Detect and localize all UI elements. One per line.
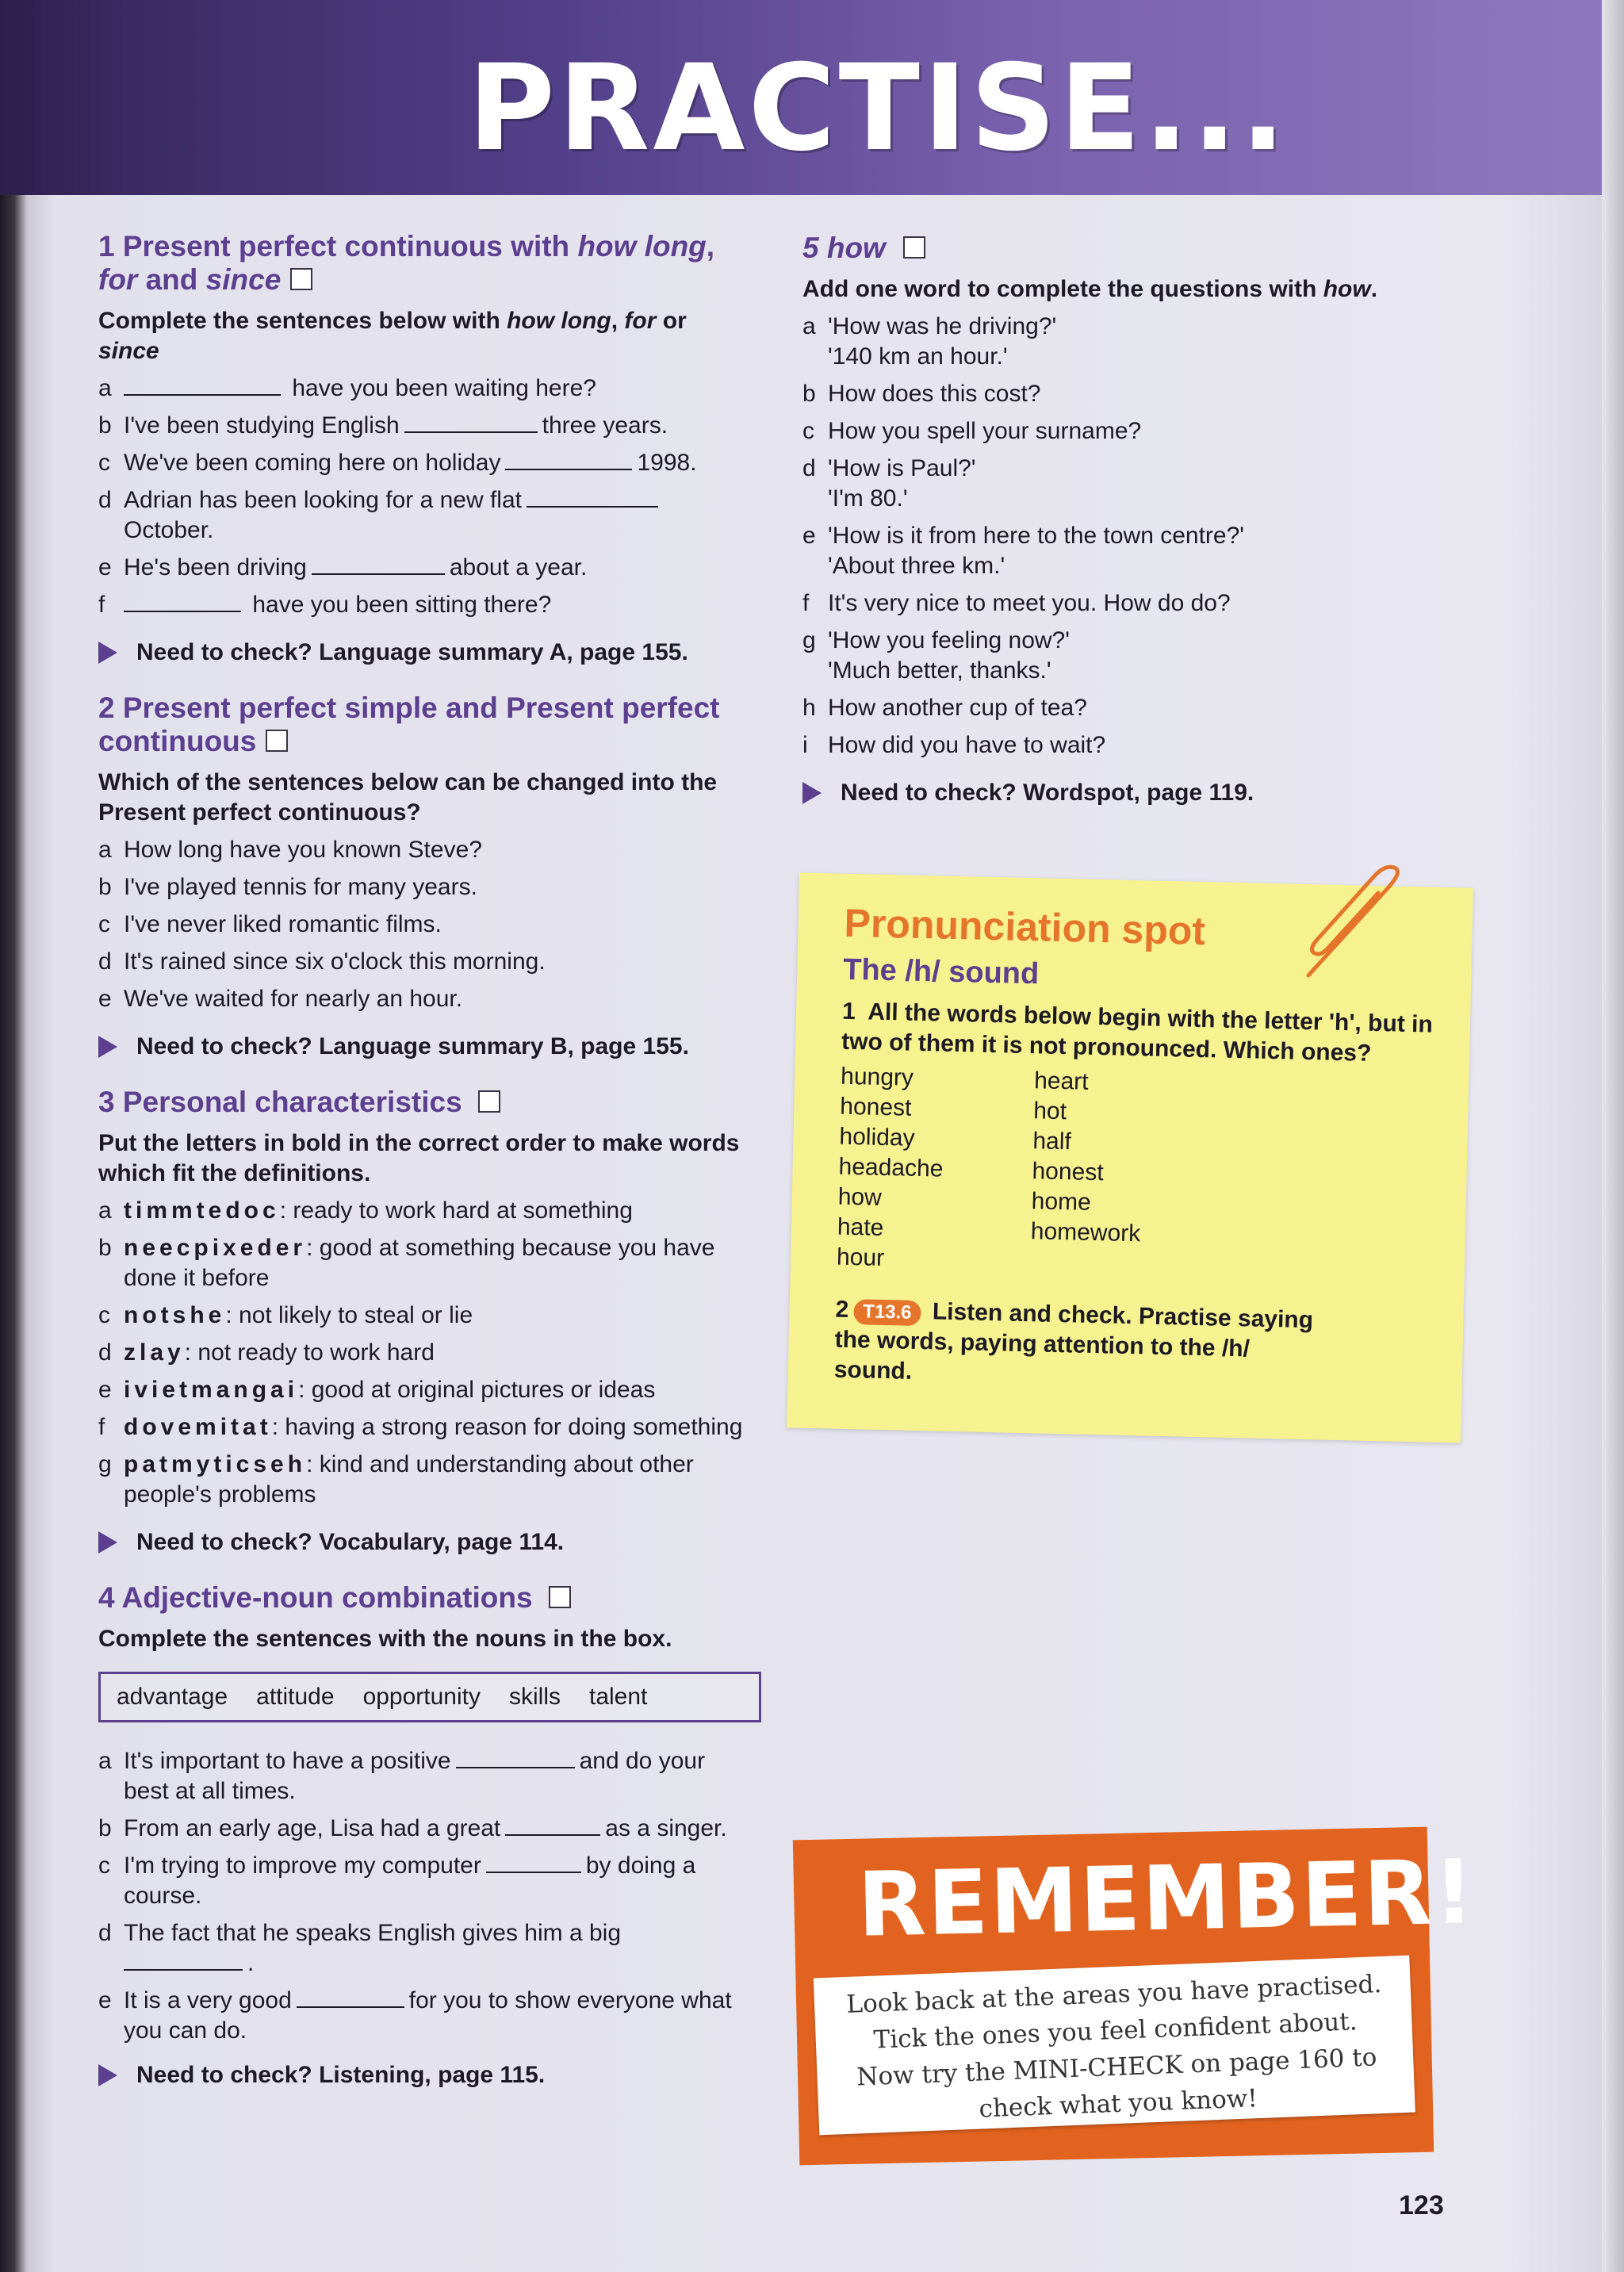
exercise-item: g patmyticseh: kind and understanding about other people's problems: [98, 1451, 694, 1508]
word-list: [837, 1062, 1444, 1286]
section-4: [98, 1581, 749, 2090]
section-5: [802, 232, 1421, 808]
exercise-item: c I'm trying to improve my computer by doing a course.: [98, 1852, 696, 1909]
remember-text: Look back at the areas you have practised. Tick the ones you feel confident about. Now try the MINI-CHECK on page 160 to check what you know!: [845, 1970, 1382, 2124]
tick-checkbox[interactable]: [478, 1090, 500, 1113]
section-2: [98, 692, 749, 1062]
exercise-item: h How another cup of tea?: [802, 695, 1087, 721]
noun-word: attitude: [256, 1684, 335, 1710]
exercise-item: b neecpixeder: good at something because you have done it before: [98, 1235, 715, 1291]
section-3-heading: 3 Personal characteristics: [98, 1086, 749, 1119]
section-5-heading: 5 how: [802, 232, 1421, 265]
noun-word: skills: [509, 1684, 561, 1710]
answer-blank[interactable]: [486, 1851, 581, 1873]
word-column-2: heart hot half honest home homework: [1030, 1067, 1141, 1247]
remember-card: [814, 1956, 1415, 2136]
exercise-item: a It's important to have a positive and do your best at all times.: [98, 1748, 706, 1804]
section-4-instructions: Complete the sentences with the nouns in the box.: [98, 1626, 672, 1652]
exercise-item: f It's very nice to meet you. How do do?: [802, 590, 1231, 616]
exercise-item: b How does this cost?: [802, 381, 1041, 407]
header-banner: [0, 0, 1602, 195]
page-title: PRACTISE...: [468, 40, 1289, 178]
answer-blank[interactable]: [527, 485, 658, 508]
need-to-check-link[interactable]: Need to check? Vocabulary, page 114.: [98, 1527, 749, 1557]
tick-checkbox[interactable]: [266, 730, 288, 752]
tick-checkbox[interactable]: [549, 1586, 571, 1608]
exercise-item: c How you spell your surname?: [802, 418, 1142, 444]
exercise-item: f dovemitat: having a strong reason for doing something: [98, 1414, 743, 1440]
exercise-item: e We've waited for nearly an hour.: [98, 986, 463, 1012]
arrow-icon: [802, 782, 822, 804]
audio-track-badge[interactable]: T13.6: [853, 1299, 921, 1326]
exercise-item: d It's rained since six o'clock this morning.: [98, 948, 546, 975]
exercise-item: c We've been coming here on holiday 1998.: [98, 450, 697, 476]
exercise-item: a How long have you known Steve?: [98, 837, 482, 863]
section-1-heading: 1 Present perfect continuous with how long, for and since: [98, 230, 715, 296]
exercise-item: c notshe: not likely to steal or lie: [98, 1302, 473, 1328]
arrow-icon: [98, 2064, 117, 2086]
need-to-check-link[interactable]: Need to check? Listening, page 115.: [98, 2060, 749, 2090]
exercise-item: e It is a very good for you to show everyone what you can do.: [98, 1987, 732, 2044]
noun-word: advantage: [117, 1684, 228, 1710]
exercise-item: a have you been waiting here?: [98, 375, 596, 401]
arrow-icon: [98, 1036, 117, 1058]
exercise-item: d The fact that he speaks English gives him a big .: [98, 1920, 622, 1976]
exercise-item: b I've played tennis for many years.: [98, 874, 477, 900]
section-1: [98, 230, 749, 668]
exercise-item: d Adrian has been looking for a new flat October.: [98, 485, 749, 546]
noun-word-box: [98, 1672, 761, 1722]
answer-blank[interactable]: [124, 374, 281, 396]
section-1-instructions: Complete the sentences below with how long, for or since: [98, 308, 687, 364]
arrow-icon: [98, 642, 117, 664]
answer-blank[interactable]: [404, 411, 538, 433]
tick-checkbox[interactable]: [290, 268, 312, 290]
page-number: 123: [1399, 2190, 1444, 2220]
remember-title: REMEMBER!: [856, 1841, 1477, 1957]
section-3: [98, 1086, 749, 1557]
tick-checkbox[interactable]: [903, 236, 925, 259]
need-to-check-link[interactable]: Need to check? Wordspot, page 119.: [802, 778, 1421, 808]
need-to-check-link[interactable]: Need to check? Language summary A, page 155.: [98, 638, 749, 668]
word-column-1: hungry honest holiday headache how hate hour: [836, 1063, 944, 1271]
answer-blank[interactable]: [297, 1986, 404, 2008]
exercise-item: f have you been sitting there?: [98, 592, 552, 618]
left-column: [98, 230, 749, 2114]
answer-blank[interactable]: [312, 553, 445, 575]
exercise-item: a timmtedoc: ready to work hard at something: [98, 1197, 633, 1224]
pronunciation-title: Pronunciation spot: [843, 900, 1206, 954]
section-5-instructions: Add one word to complete the questions with how.: [802, 276, 1378, 302]
answer-blank[interactable]: [505, 1814, 600, 1836]
answer-blank[interactable]: [124, 590, 241, 612]
exercise-item: b From an early age, Lisa had a great as a singer.: [98, 1815, 727, 1841]
exercise-item: b I've been studying English three years.: [98, 412, 668, 439]
section-2-instructions: Which of the sentences below can be changed into the Present perfect continuous?: [98, 769, 718, 826]
paperclip-icon: [1285, 864, 1419, 983]
answer-blank[interactable]: [505, 448, 632, 470]
answer-blank[interactable]: [124, 1948, 243, 1971]
exercise-item: g 'How you feeling now?' 'Much better, thanks.': [802, 627, 1070, 684]
pronunciation-question-2: 2 T13.6 Listen and check. Practise saying the words, paying attention to the /h/ sound.: [833, 1296, 1314, 1385]
page-edge: [1602, 0, 1624, 2272]
section-2-heading: 2 Present perfect simple and Present perfect continuous: [98, 692, 720, 757]
answer-blank[interactable]: [456, 1746, 575, 1768]
pronunciation-question-1: 1 All the words below begin with the letter 'h', but in two of them it is not pronounced. Which ones?: [841, 998, 1434, 1067]
remember-box: [793, 1827, 1477, 2166]
exercise-item: i How did you have to wait?: [802, 732, 1106, 758]
exercise-item: c I've never liked romantic films.: [98, 911, 442, 937]
arrow-icon: [98, 1531, 117, 1554]
exercise-item: d zlay: not ready to work hard: [98, 1339, 435, 1366]
noun-word: opportunity: [362, 1684, 481, 1710]
section-4-heading: 4 Adjective-noun combinations: [98, 1581, 749, 1615]
need-to-check-link[interactable]: Need to check? Language summary B, page 155.: [98, 1032, 749, 1062]
exercise-item: d 'How is Paul?' 'I'm 80.': [802, 455, 976, 511]
exercise-item: e ivietmangai: good at original pictures or ideas: [98, 1377, 656, 1403]
section-3-instructions: Put the letters in bold in the correct order to make words which fit the definitions.: [98, 1130, 740, 1186]
exercise-item: e 'How is it from here to the town centre?' 'About three km.': [802, 523, 1245, 579]
noun-word: talent: [589, 1684, 648, 1710]
exercise-item: e He's been driving about a year.: [98, 554, 588, 580]
pronunciation-subtitle: The /h/ sound: [842, 952, 1040, 991]
right-column: [802, 232, 1421, 832]
exercise-item: a 'How was he driving?' '140 km an hour.': [802, 313, 1057, 370]
